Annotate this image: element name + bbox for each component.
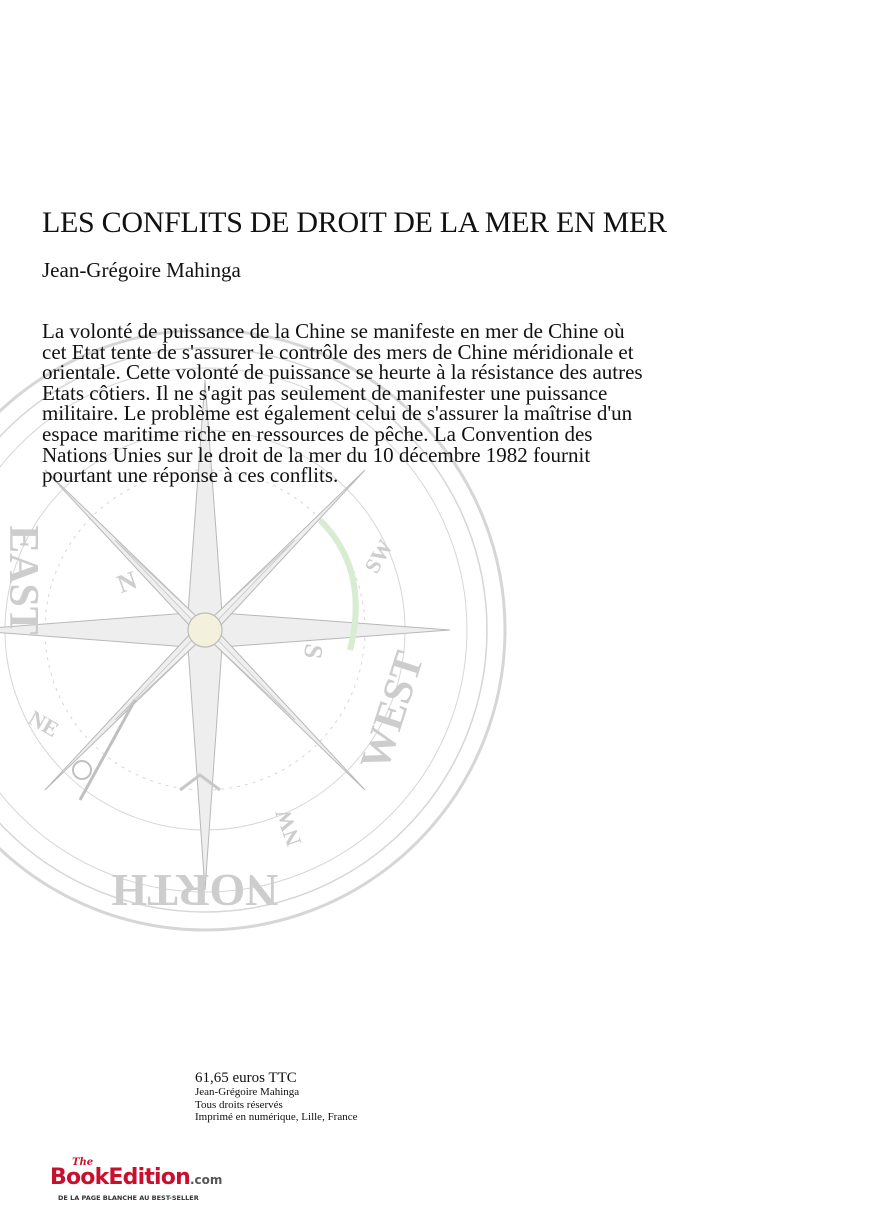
sw-label: SW	[359, 535, 398, 578]
print-location: Imprimé en numérique, Lille, France	[195, 1111, 358, 1123]
logo-wordmark	[50, 1165, 222, 1190]
west-label: WEST	[352, 646, 434, 776]
rights-notice: Tous droits réservés	[195, 1098, 283, 1111]
colophon	[195, 1070, 358, 1124]
ne-label: NE	[24, 705, 64, 742]
book-author: Jean-Grégoire Mahinga	[42, 258, 241, 282]
logo-domain: .com	[189, 1173, 223, 1187]
north-label: NORTH	[111, 865, 279, 916]
n-label: N	[113, 565, 141, 599]
logo-the: The	[72, 1157, 94, 1168]
colophon-author: Jean-Grégoire Mahinga	[195, 1086, 300, 1098]
logo-name: BookEdition	[50, 1165, 190, 1190]
nw-label: NW	[269, 805, 307, 850]
east-label: EAST	[0, 525, 46, 635]
price: 61,65 euros TTC	[195, 1070, 297, 1086]
book-summary: La volonté de puissance de la Chine se manifeste en mer de Chine où cet Etat tente de s'assurer le contrôle des mers de Chine méridionale et orientale. Cette volonté de puissance se heurte à la résistance des autres Etats côtiers. Il ne s'agit pas seulement de manifester une puissance militaire. Le problème est également celui de s'assurer la maîtrise d'un espace maritime riche en ressources de pêche. La Convention des Nations Unies sur le droit de la mer du 10 décembre 1982 fournit pourtant une réponse à ces conflits.	[42, 319, 643, 488]
logo-tagline: DE LA PAGE BLANCHE AU BEST-SELLER	[58, 1194, 199, 1202]
publisher-logo	[50, 1157, 250, 1207]
s-label: S	[297, 641, 329, 662]
book-title: LES CONFLITS DE DROIT DE LA MER EN MER	[42, 206, 667, 239]
